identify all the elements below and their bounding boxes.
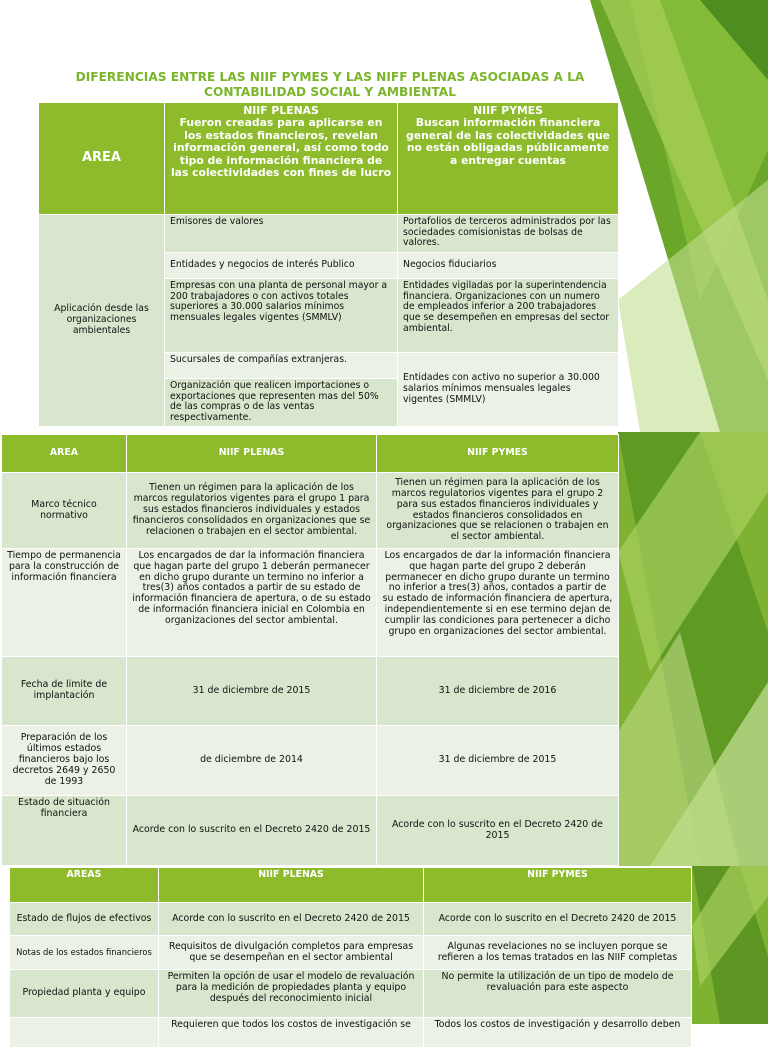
plenas-cell: Emisores de valores <box>165 215 398 253</box>
pymes-cell: No permite la utilización de un tipo de modelo de revaluación para este aspecto <box>424 970 692 1018</box>
pymes-cell: 31 de diciembre de 2015 <box>377 726 619 796</box>
header-niif-plenas: NIIF PLENAS <box>127 435 377 473</box>
pymes-cell: Los encargados de dar la información financiera que hagan parte del grupo 2 deberán permanecer en dicho grupo durante un termino no inferior a tres(3) años, contados a partir de su estado de información financiera de apertura, independientemente si en ese termino dejan de cumplir las condiciones para pertenecer a dicho grupo en organizaciones del sector ambiental. <box>377 549 619 657</box>
area-cell <box>10 1018 159 1048</box>
pymes-cell: Entidades vigiladas por la superintendencia financiera. Organizaciones con un numero de empleados inferior a 200 trabajadores que se desempeñen en empresas del sector ambiental. <box>398 279 619 353</box>
comparison-table-3 <box>9 867 692 1048</box>
area-cell: Fecha de limite de implantación <box>2 657 127 726</box>
header-niif-pymes: NIIF PYMES <box>377 435 619 473</box>
pymes-cell: Acorde con lo suscrito en el Decreto 2420 de 2015 <box>377 796 619 866</box>
pymes-cell: Negocios fiduciarios <box>398 253 619 279</box>
pymes-cell: Acorde con lo suscrito en el Decreto 2420 de 2015 <box>424 903 692 936</box>
header-plenas-title: NIIF PLENAS <box>243 104 319 117</box>
area-cell: Propiedad planta y equipo <box>10 970 159 1018</box>
slide-1 <box>0 0 768 432</box>
pymes-cell: Tienen un régimen para la aplicación de los marcos regulatorios vigentes para el grupo 2 para sus estados financieros individuales y estados financieros consolidados en organizaciones que se relacionen o trabajen en el sector ambiental. <box>377 473 619 549</box>
page-title: DIFERENCIAS ENTRE LAS NIIF PYMES Y LAS NIFF PLENAS ASOCIADAS A LA CONTABILIDAD SOCIAL Y AMBIENTAL <box>75 70 585 99</box>
area-cell: Estado de flujos de efectivos <box>10 903 159 936</box>
plenas-cell: Empresas con una planta de personal mayor a 200 trabajadores o con activos totales superiores a 30.000 salarios mínimos mensuales legales vigentes (SMMLV) <box>165 279 398 353</box>
area-cell: Notas de los estados financieros <box>10 936 159 970</box>
header-niif-plenas <box>165 103 398 215</box>
plenas-cell: Requieren que todos los costos de investigación se <box>159 1018 424 1048</box>
area-cell: Tiempo de permanencia para la construcción de información financiera <box>2 549 127 657</box>
pymes-cell: Algunas revelaciones no se incluyen porque se refieren a los temas tratados en las NIIF completas <box>424 936 692 970</box>
comparison-table-1 <box>38 102 619 427</box>
plenas-cell: Organización que realicen importaciones o exportaciones que representen mas del 50% de las compras o de las ventas respectivamente. <box>165 379 398 427</box>
header-plenas-desc: Fueron creadas para aplicarse en los estados financieros, revelan información general, así como todo tipo de información financiera de las colectividades con fines de lucro <box>170 116 392 180</box>
pymes-cell: Portafolios de terceros administrados por las sociedades comisionistas de bolsas de valores. <box>398 215 619 253</box>
plenas-cell: Tienen un régimen para la aplicación de los marcos regulatorios vigentes para el grupo 1 para sus estados financieros individuales y estados financieros consolidados en organizaciones que se relacionen o trabajen en el sector ambiental. <box>127 473 377 549</box>
area-cell: Estado de situación financiera <box>2 796 127 866</box>
area-cell: Preparación de los últimos estados financieros bajo los decretos 2649 y 2650 de 1993 <box>2 726 127 796</box>
area-cell: Marco técnico normativo <box>2 473 127 549</box>
slide-2 <box>0 432 768 866</box>
header-niif-pymes <box>398 103 619 215</box>
header-niif-pymes: NIIF PYMES <box>424 868 692 903</box>
plenas-cell: Entidades y negocios de interés Publico <box>165 253 398 279</box>
plenas-cell: Los encargados de dar la información financiera que hagan parte del grupo 1 deberán permanecer en dicho grupo durante un termino no inferior a tres(3) años contados a partir de su estado de información financiera de apertura, o de su estado de información financiera inicial en Colombia en organizaciones del sector ambiental. <box>127 549 377 657</box>
comparison-table-2 <box>1 434 619 866</box>
plenas-cell: Acorde con lo suscrito en el Decreto 2420 de 2015 <box>159 903 424 936</box>
plenas-cell: 31 de diciembre de 2015 <box>127 657 377 726</box>
slide-3 <box>0 866 768 1030</box>
pymes-cell: Todos los costos de investigación y desarrollo deben <box>424 1018 692 1048</box>
header-area: AREA <box>39 103 165 215</box>
plenas-cell: Permiten la opción de usar el modelo de revaluación para la medición de propiedades planta y equipo después del reconocimiento inicial <box>159 970 424 1018</box>
plenas-cell: Requisitos de divulgación completos para empresas que se desempeñan en el sector ambiental <box>159 936 424 970</box>
header-area: AREA <box>2 435 127 473</box>
header-pymes-title: NIIF PYMES <box>473 104 543 117</box>
plenas-cell: de diciembre de 2014 <box>127 726 377 796</box>
header-niif-plenas: NIIF PLENAS <box>159 868 424 903</box>
area-label: Aplicación desde las organizaciones ambientales <box>39 215 165 427</box>
plenas-cell: Acorde con lo suscrito en el Decreto 2420 de 2015 <box>127 796 377 866</box>
pymes-cell: 31 de diciembre de 2016 <box>377 657 619 726</box>
header-pymes-desc: Buscan información financiera general de las colectividades que no están obligadas públicamente a entregar cuentas <box>406 116 610 167</box>
pymes-cell: Entidades con activo no superior a 30.000 salarios mínimos mensuales legales vigentes (SMMLV) <box>398 353 619 427</box>
plenas-cell: Sucursales de compañías extranjeras. <box>165 353 398 379</box>
header-area: AREAS <box>10 868 159 903</box>
